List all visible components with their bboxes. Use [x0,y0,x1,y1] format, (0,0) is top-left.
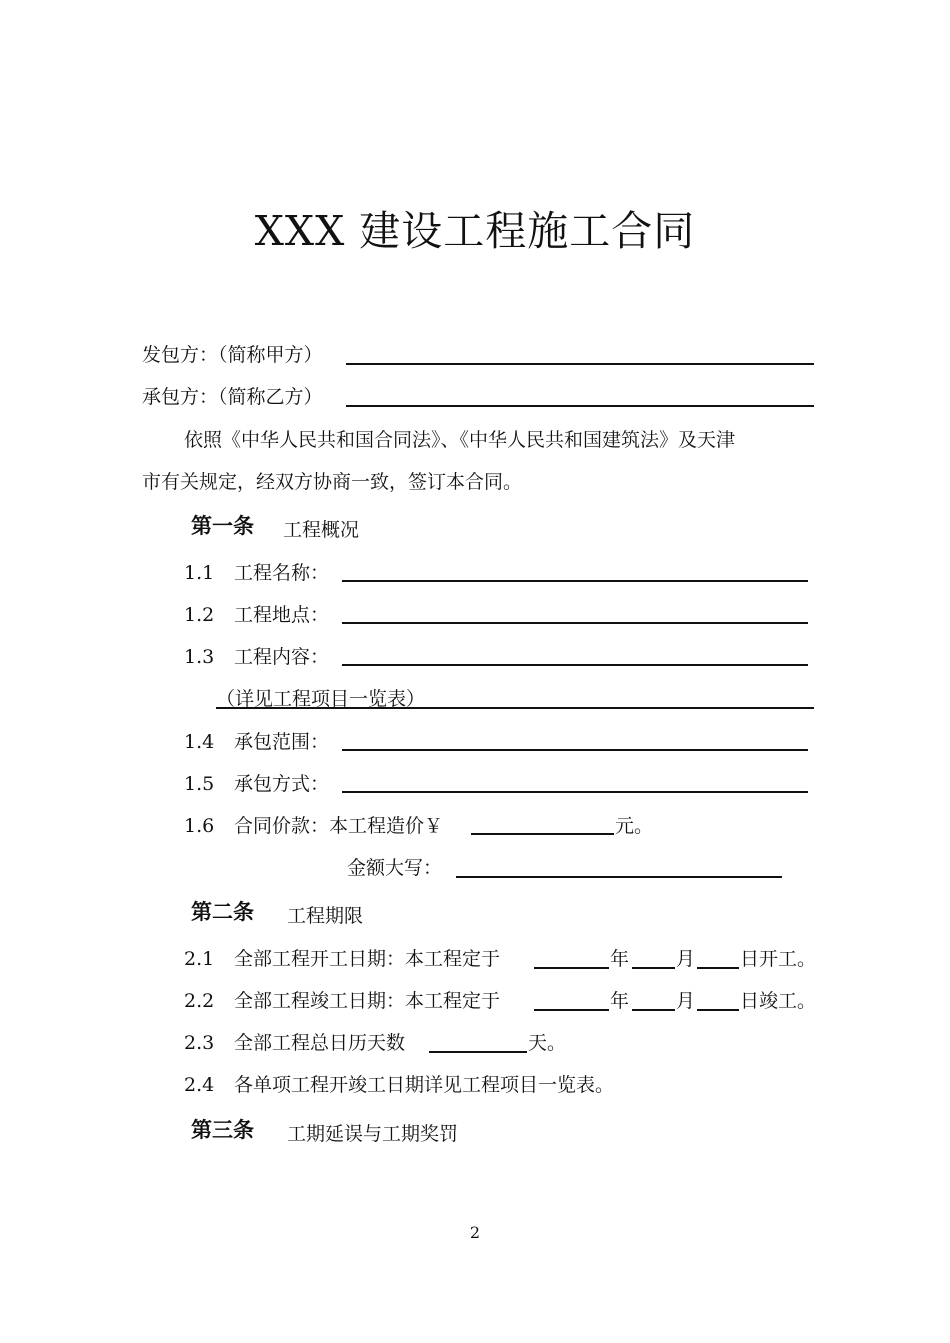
employer-label: 发包方：（简称甲方） [142,344,323,366]
project-location-blank[interactable] [342,622,808,624]
employer-blank[interactable] [346,363,814,365]
article-3-heading: 第三条 [191,1118,254,1142]
contract-price-unit: 元。 [615,815,654,837]
finish-day-blank[interactable] [697,1009,739,1011]
page-number: 2 [469,1223,481,1242]
start-date-label: 全部工程开工日期：本工程定于 [234,948,501,970]
finish-month-unit: 月 [676,990,696,1012]
project-content-label: 工程内容： [234,646,330,668]
start-day-blank[interactable] [697,967,739,969]
preamble-line-2: 市有关规定，经双方协商一致，签订本合同。 [142,471,523,493]
schedule-note: 各单项工程开竣工日期详见工程项目一览表。 [234,1074,615,1096]
amount-in-words-label: 金额大写： [347,857,443,879]
start-year-unit: 年 [610,948,630,970]
start-month-blank[interactable] [632,967,675,969]
contract-method-label: 承包方式： [234,773,330,795]
item-number: 2.1 [184,948,215,970]
item-number: 1.5 [184,773,215,795]
finish-date-label: 全部工程竣工日期：本工程定于 [234,990,501,1012]
item-number: 1.1 [184,562,215,584]
project-location-label: 工程地点： [234,604,330,626]
contract-method-blank[interactable] [342,791,808,793]
article-1-heading: 第一条 [191,514,254,538]
start-month-unit: 月 [676,948,696,970]
item-number: 1.6 [184,815,215,837]
article-2-heading: 第二条 [191,900,254,924]
article-2-title: 工程期限 [287,905,364,927]
contract-scope-blank[interactable] [342,749,808,751]
article-1-title: 工程概况 [283,519,360,541]
article-3-title: 工期延误与工期奖罚 [287,1123,459,1145]
preamble-line-1: 依照《中华人民共和国合同法》、《中华人民共和国建筑法》及天津 [184,429,736,451]
contractor-blank[interactable] [346,405,814,407]
project-name-blank[interactable] [342,580,808,582]
item-number: 1.4 [184,731,215,753]
item-number: 2.2 [184,990,215,1012]
project-content-blank-2[interactable] [216,707,814,709]
item-number: 1.2 [184,604,215,626]
finish-day-unit: 日竣工。 [740,990,817,1012]
contractor-label: 承包方：（简称乙方） [142,386,323,408]
contract-price-label: 合同价款：本工程造价￥ [234,815,444,837]
start-day-unit: 日开工。 [740,948,817,970]
contract-scope-label: 承包范围： [234,731,330,753]
project-content-blank[interactable] [342,664,808,666]
document-title: XXX 建设工程施工合同 [254,207,696,255]
item-number: 2.4 [184,1074,215,1096]
total-days-unit: 天。 [528,1032,567,1054]
total-days-blank[interactable] [429,1051,527,1053]
finish-year-unit: 年 [610,990,630,1012]
contract-price-blank[interactable] [471,833,614,835]
finish-month-blank[interactable] [632,1009,675,1011]
total-days-label: 全部工程总日历天数 [234,1032,406,1054]
project-name-label: 工程名称： [234,562,330,584]
amount-in-words-blank[interactable] [456,876,782,878]
item-number: 2.3 [184,1032,215,1054]
start-year-blank[interactable] [534,967,609,969]
finish-year-blank[interactable] [534,1009,609,1011]
project-list-note: （详见工程项目一览表） [216,688,426,710]
item-number: 1.3 [184,646,215,668]
